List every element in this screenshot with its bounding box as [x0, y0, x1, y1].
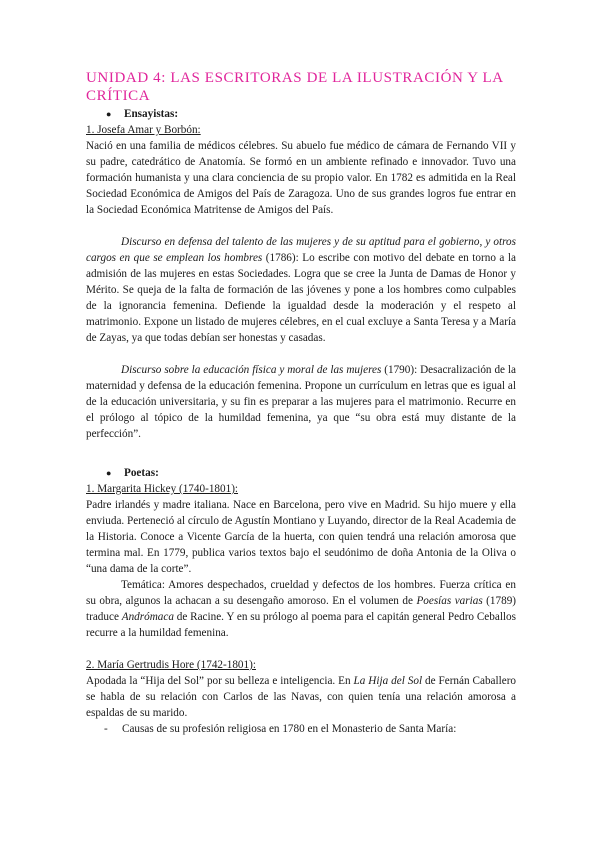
work-title: Poesías varias [416, 595, 483, 607]
bio-text: de Fernán Caballero se habla de su relación con Carlos de las Navas, con quien tenía una relación amorosa a espaldas de su marido. [86, 675, 517, 719]
work-title: La Hija del Sol [353, 675, 423, 687]
margarita-tematica [86, 577, 516, 641]
josefa-bio: Nació en una familia de médicos célebres. Su abuelo fue médico de cámara de Fernando VII y su padre, catedrático de Anatomía. Se formó en un ambiente refinado e innovador. Tuvo una formación humanista y una clara conciencia de su propio valor. En 1782 es admitida en la Real Sociedad Económica de Amigos del País de Zaragoza. Uno de sus grandes logros fue entrar en la Sociedad Económica Matritense de Amigos del País. [86, 140, 516, 216]
bio-text: Apodada la “Hija del Sol” por su belleza e inteligencia. En [86, 675, 354, 687]
bullet-icon: ● [106, 108, 112, 119]
dash-marker: - [104, 723, 108, 735]
maria-bio [86, 673, 516, 721]
tematica-text: (1789) traduce [86, 595, 517, 623]
work-description: (1786): Lo escribe con motivo del debate en torno a la admisión de las mujeres en estas Sociedades. Logra que se cree la Junta de Damas de Honor y Mérito. Se queja de la falta de formación de las jóvenes y pone a los hombres como culpables de la ignorancia femenina. Defiende la igualdad desde la moderación y el respeto al matrimonio. Expone un listado de mujeres célebres, en el cual excluye a Santa Teresa y a María de Zayas, ya que todas debían ser honestas y casadas. [86, 252, 516, 344]
tematica-text: Temática: Amores despechados, crueldad y defectos de los hombres. Fuerza crítica en su obra, algunos la achacan a su desengaño amoroso. En el volumen de [86, 579, 516, 607]
josefa-work2-paragraph [86, 362, 516, 442]
section-ensayistas [106, 105, 516, 122]
work-description: (1790): Desacralización de la maternidad y defensa de la educación femenina. Propone un currículum en letras que es igual al de la educación universitaria, y su fin es preparar a las mujeres para el matrimonio. Recurre en el prólogo al tópico de la humildad femenina, ya que “su obra está muy distante de la perfección”. [86, 364, 516, 440]
work-title: Discurso en defensa del talento de las mujeres y de su aptitud para el gobierno, y otros cargos en que se emplean los hombres [86, 236, 516, 264]
bullet-icon: ● [106, 467, 112, 478]
dash-item-text: Causas de su profesión religiosa en 1780 en el Monasterio de Santa María: [122, 723, 457, 735]
section-label: Ensayistas: [124, 107, 179, 120]
section-poetas [106, 464, 516, 481]
author-heading-josefa: 1. Josefa Amar y Borbón: [86, 124, 201, 136]
tematica-text: de Racine. Y en su prólogo al poema para el capitán general Pedro Ceballos recurre a la humildad femenina. [86, 611, 516, 639]
work-title: Discurso sobre la educación física y moral de las mujeres [121, 364, 382, 376]
unit-title: UNIDAD 4: LAS ESCRITORAS DE LA ILUSTRACIÓN Y LA CRÍTICA [86, 70, 503, 104]
josefa-work1-paragraph [86, 234, 516, 346]
author-heading-margarita: 1. Margarita Hickey (1740-1801): [86, 483, 239, 495]
margarita-bio: Padre irlandés y madre italiana. Nace en Barcelona, pero vive en Madrid. Su hijo muere y ella enviuda. Perteneció al círculo de Agustín Montiano y Luyando, director de la Real Academia de la Historia. Conoce a Vicente García de la huerta, con quien tendrá una relación amorosa que termina mal. En 1779, publica varios textos bajo el seudónimo de doña Antonia de la Oliva o “una dama de la corte”. [86, 499, 516, 575]
section-label: Poetas: [124, 466, 159, 479]
dash-list-item [104, 721, 516, 737]
author-heading-maria: 2. María Gertrudis Hore (1742-1801): [86, 659, 256, 671]
work-title: Andrómaca [121, 611, 174, 623]
